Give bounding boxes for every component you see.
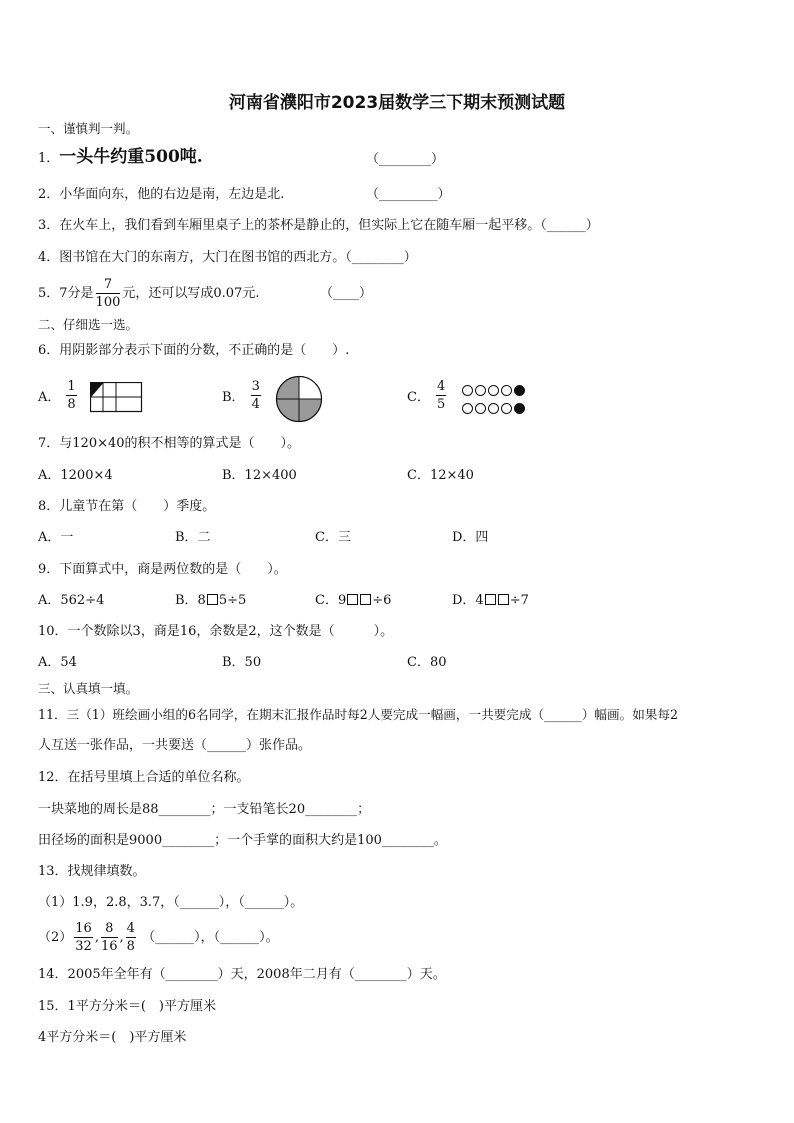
filled-circle-icon <box>514 385 525 396</box>
question-7: 7．与120×40的积不相等的算式是（ ）。 <box>38 436 301 451</box>
option-text: ÷7 <box>509 593 529 608</box>
fraction <box>251 380 261 411</box>
question-13-part-1: （1）1.9，2.8，3.7，（______），（______）。 <box>38 895 304 910</box>
option-text: C．9 <box>315 593 347 608</box>
answer-blank[interactable]: （________） <box>366 152 445 167</box>
circle-icon <box>488 385 499 396</box>
denominator: 32 <box>75 939 92 954</box>
blank-square-icon <box>485 594 496 605</box>
question-11-line-1: 11．三（1）班绘画小组的6名同学，在期末汇报作品时每2人要完成一幅画，一共要完成（______）幅画。如果每2 <box>38 707 678 722</box>
question-6: 6．用阴影部分表示下面的分数，不正确的是（ ）. <box>38 343 350 358</box>
option-text: ÷6 <box>372 593 392 608</box>
section-heading-1: 一、谨慎判一判。 <box>38 121 139 136</box>
section-heading-3: 三、认真填一填。 <box>38 681 139 696</box>
numerator: 3 <box>251 379 260 394</box>
numerator: 7 <box>96 278 121 294</box>
option-text: B．8 <box>175 593 206 608</box>
fraction <box>66 380 76 411</box>
option-d[interactable]: D．四 <box>452 530 489 545</box>
option-c[interactable] <box>315 592 391 610</box>
numerator: 4 <box>436 379 446 394</box>
denominator: 16 <box>100 939 118 954</box>
dots-figure <box>462 384 527 416</box>
question-1 <box>38 148 203 168</box>
fraction <box>74 922 93 953</box>
circle-shaded-figure <box>275 375 323 423</box>
circle-icon <box>475 385 486 396</box>
circle-icon <box>462 385 473 396</box>
question-8: 8．儿童节在第（ ）季度。 <box>38 499 216 514</box>
question-15-line-2: 4平方分米＝( )平方厘米 <box>38 1030 187 1045</box>
question-12-line-2: 田径场的面积是9000________；一个手掌的面积大约是100________。 <box>38 833 447 848</box>
question-12-line-1: 一块菜地的周长是88________；一支铅笔长20________； <box>38 802 371 817</box>
fraction <box>126 922 136 953</box>
part-label: （2） <box>38 930 73 945</box>
option-label: B． <box>222 390 245 405</box>
filled-circle-icon <box>514 403 525 414</box>
option-b[interactable] <box>222 380 263 411</box>
question-2: 2．小华面向东，他的右边是南，左边是北. <box>38 187 285 202</box>
question-text: 5．7分是 <box>38 286 94 301</box>
option-c[interactable]: C．三 <box>315 530 351 545</box>
denominator: 4 <box>251 397 260 412</box>
blank-square-icon <box>347 594 358 605</box>
numerator: 4 <box>126 921 135 936</box>
question-15-line-1: 15．1平方分米＝( )平方厘米 <box>38 999 216 1014</box>
question-3: 3．在火车上，我们看到车厢里桌子上的茶杯是静止的，但实际上它在随车厢一起平移。（______） <box>38 218 599 233</box>
option-text: D．4 <box>452 593 484 608</box>
answer-blank[interactable]: （____） <box>320 286 373 301</box>
blank-square-icon <box>360 594 371 605</box>
grid-shaded-figure <box>90 382 143 413</box>
numerator: 8 <box>101 922 118 938</box>
option-a[interactable]: A．1200×4 <box>38 468 113 483</box>
page-title: 河南省濮阳市2023届数学三下期末预测试题 <box>228 93 566 113</box>
option-label: C． <box>407 390 430 405</box>
answer-blanks[interactable]: （______），（______）。 <box>142 930 279 945</box>
answer-blank[interactable]: （_________） <box>366 187 451 202</box>
option-b[interactable]: B．50 <box>222 655 262 670</box>
option-b[interactable]: B．12×400 <box>222 468 297 483</box>
option-a[interactable]: A．一 <box>38 530 74 545</box>
circle-icon <box>462 403 473 414</box>
option-c[interactable]: C．80 <box>407 655 447 670</box>
circle-icon <box>475 403 486 414</box>
denominator: 100 <box>95 295 121 310</box>
fraction <box>436 380 446 411</box>
question-9: 9．下面算式中，商是两位数的是（ ）。 <box>38 562 287 577</box>
numerator: 1 <box>67 379 76 394</box>
question-13-part-2: （2） $\frac{16}{32}$ , $\frac{8}{16}$ , $\frac{4}{8}$ （______），（______）。 <box>38 921 279 954</box>
option-b[interactable] <box>175 592 246 610</box>
fraction <box>101 922 118 953</box>
option-text: 5÷5 <box>218 593 247 608</box>
circle-icon <box>501 403 512 414</box>
question-number: 1． <box>38 151 60 166</box>
question-10: 10．一个数除以3，商是16，余数是2，这个数是（ ）。 <box>38 624 394 639</box>
fraction <box>96 278 121 309</box>
section-heading-2: 二、仔细选一选。 <box>38 317 139 332</box>
option-d[interactable] <box>452 592 529 610</box>
question-11-line-2: 人互送一张作品，一共要送（______）张作品。 <box>38 738 312 753</box>
blank-square-icon <box>207 594 218 605</box>
blank-square-icon <box>498 594 509 605</box>
circle-icon <box>488 403 499 414</box>
option-c[interactable]: C．12×40 <box>407 468 474 483</box>
question-text: 一头牛约重500吨. <box>59 147 203 167</box>
option-c[interactable] <box>407 380 448 411</box>
question-4: 4．图书馆在大门的东南方，大门在图书馆的西北方。（________） <box>38 250 417 265</box>
question-text: 元，还可以写成0.07元. <box>122 286 260 301</box>
option-b[interactable]: B．二 <box>175 530 211 545</box>
question-5 <box>38 278 259 309</box>
numerator: 16 <box>75 921 92 936</box>
option-a[interactable]: A．562÷4 <box>38 593 105 608</box>
question-13: 13．找规律填数。 <box>38 864 146 879</box>
circle-icon <box>501 385 512 396</box>
denominator: 8 <box>67 397 76 412</box>
denominator: 5 <box>436 397 446 412</box>
denominator: 8 <box>126 939 135 954</box>
option-a[interactable]: A．54 <box>38 655 77 670</box>
question-12: 12．在括号里填上合适的单位名称。 <box>38 770 250 785</box>
option-a[interactable] <box>38 380 79 411</box>
question-14: 14．2005年全年有（________）天，2008年二月有（________）天。 <box>38 967 446 982</box>
option-label: A． <box>38 390 61 405</box>
